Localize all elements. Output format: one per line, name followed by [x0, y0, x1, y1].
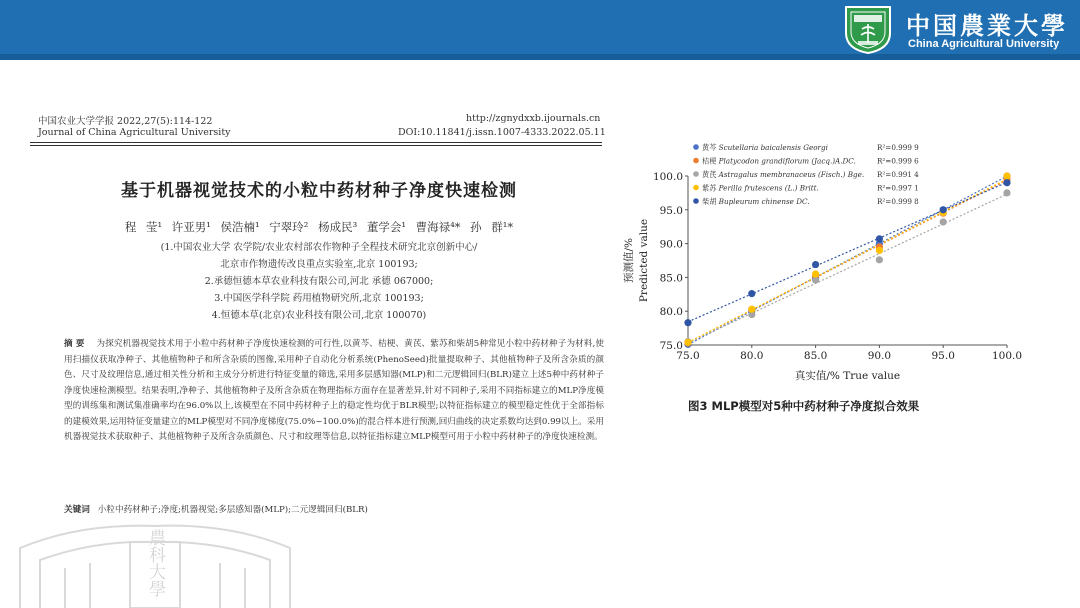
- y-tick-label: 100.0: [652, 171, 683, 183]
- affiliation-line: (1.中国农业大学 农学院/农业农村部农作物种子全程技术研究北京创新中心/: [160, 242, 478, 253]
- y-tick-label: 90.0: [659, 238, 683, 251]
- abstract-label: 摘 要: [64, 339, 85, 349]
- data-point: [684, 339, 691, 346]
- legend-label: 桔梗 Platycodon grandiflorum (Jacq.)A.DC.: [702, 156, 856, 166]
- top-banner: [0, 0, 1080, 60]
- data-point: [748, 306, 755, 313]
- y-axis-label-en: Predicted value: [638, 218, 650, 303]
- watermark-text: 農科大學: [145, 529, 165, 597]
- x-tick-label: 100.0: [991, 350, 1023, 362]
- data-point: [940, 218, 947, 225]
- y-tick-label: 85.0: [659, 272, 683, 285]
- abstract-text: 为探究机器视觉技术用于小粒中药材种子净度快速检测的可行性,以黄芩、桔梗、黄芪、紫苏和柴胡5种常见小粒中药材种子为材料,使用扫描仪获取净种子、其他植物种子和所含杂质的图像,采用种子自动化分析系统(PhenoSeed)批量提取种子、其他植物种子及所含杂质的颜色、尺寸及纹理信息,通过相关性分析和主成分分析进行特征变量的筛选,采用多层感知器(MLP)和二元逻辑回归(BLR)建立上述5种中药材种子净度快速检测模型。结果表明,净种子、其他植物种子及所含杂质在物理指标方面存在显著差异,针对不同种子,采用不同指标建立的MLP净度模型的训练集和测试集准确率均在96.0%以上,该模型在不同中药材种子上的稳定性均优于BLR模型;以特征指标建立的模型稳定性优于全部指标的建模效果,运用特征变量建立的MLP模型对不同净度梯度(75.0%~100.0%)的混合样本进行预测,回归曲线的决定系数均达到0.99以上。采用机器视觉技术获取种子、其他植物种子及所含杂质颜色、尺寸和纹理等信息,以特征指标建立MLP模型可用于小粒中药材种子的净度快速检测。: [64, 339, 604, 442]
- y-axis-label-cn: 预测值/%: [623, 237, 635, 284]
- x-tick-label: 85.0: [803, 350, 828, 362]
- legend-r2: R²=0.999 6: [877, 156, 919, 166]
- banner-shadow: [0, 54, 1080, 60]
- legend-r2: R²=0.999 9: [877, 143, 919, 152]
- data-point: [1003, 189, 1010, 196]
- data-point: [876, 247, 883, 254]
- legend-label: 黄芪 Astragalus membranaceus (Fisch.) Bge.: [702, 170, 865, 179]
- data-point: [812, 261, 819, 268]
- data-point: [684, 319, 691, 326]
- x-axis-label: 真实值/% True value: [794, 370, 901, 382]
- x-tick-label: 75.0: [676, 350, 700, 362]
- affiliation-line: 2.承德恒德本草农业科技有限公司,河北 承德 067000;: [204, 276, 434, 287]
- legend-marker: [693, 158, 699, 164]
- journal-cn: 中国农业大学学报 2022,27(5):114-122: [38, 116, 213, 127]
- legend-r2: R²=0.997 1: [877, 183, 919, 193]
- journal-url: http://zgnydxxb.ijournals.cn: [466, 113, 601, 124]
- keywords: [64, 503, 604, 515]
- fit-line: [688, 194, 1007, 343]
- legend-label: 紫苏 Perilla frutescens (L.) Britt.: [702, 183, 819, 193]
- university-logo: [842, 3, 894, 55]
- data-point: [876, 256, 883, 263]
- affiliation-line: 3.中国医学科学院 药用植物研究所,北京 100193;: [214, 293, 424, 304]
- x-tick-label: 80.0: [740, 350, 764, 362]
- legend-marker: [693, 198, 699, 204]
- university-name-en: China Agricultural University: [908, 38, 1060, 50]
- header-rule-2: [30, 145, 602, 146]
- figure-caption: 图3 MLP模型对5种中药材种子净度拟合效果: [688, 399, 920, 413]
- university-name-cn: 中国農業大學: [906, 11, 1068, 40]
- data-point: [1003, 172, 1010, 179]
- data-point: [876, 235, 883, 242]
- keywords-label: 关键词: [64, 505, 90, 515]
- journal-en: Journal of China Agricultural University: [38, 127, 231, 138]
- authors: 程 莹¹ 许亚男¹ 侯浩楠¹ 宁翠玲² 杨成民³ 董学会¹ 曹海禄⁴* 孙 群¹*: [124, 220, 514, 234]
- campus-gate-watermark: [10, 518, 300, 608]
- data-point: [812, 270, 819, 277]
- x-tick-label: 95.0: [931, 350, 955, 362]
- doi: DOI:10.11841/j.issn.1007-4333.2022.05.11: [398, 127, 606, 138]
- paper-title: 基于机器视觉技术的小粒中药材种子净度快速检测: [121, 181, 517, 201]
- affiliation-line: 4.恒德本草(北京)农业科技有限公司,北京 100070): [211, 310, 427, 321]
- legend-label: 柴胡 Bupleurum chinense DC.: [702, 197, 810, 206]
- data-point: [1003, 179, 1010, 186]
- data-point: [748, 290, 755, 297]
- affiliation-line: 北京市作物遗传改良重点实验室,北京 100193;: [220, 259, 418, 270]
- legend-marker: [693, 144, 699, 150]
- data-point: [940, 206, 947, 213]
- y-tick-label: 75.0: [659, 340, 683, 352]
- legend-r2: R²=0.999 8: [877, 197, 919, 206]
- legend-marker: [693, 185, 699, 191]
- keywords-text: 小粒中药材种子;净度;机器视觉;多层感知器(MLP);二元逻辑回归(BLR): [97, 505, 368, 515]
- paper-excerpt: [30, 100, 608, 520]
- x-tick-label: 90.0: [867, 350, 892, 362]
- legend-label: 黄芩 Scutellaria baicalensis Georgi: [702, 143, 828, 152]
- legend-r2: R²=0.991 4: [877, 170, 919, 179]
- header-rule: [30, 142, 602, 143]
- legend-marker: [693, 171, 699, 177]
- y-tick-label: 95.0: [659, 204, 683, 217]
- y-tick-label: 80.0: [659, 306, 683, 319]
- abstract: [64, 337, 604, 446]
- scatter-chart: [612, 130, 1032, 390]
